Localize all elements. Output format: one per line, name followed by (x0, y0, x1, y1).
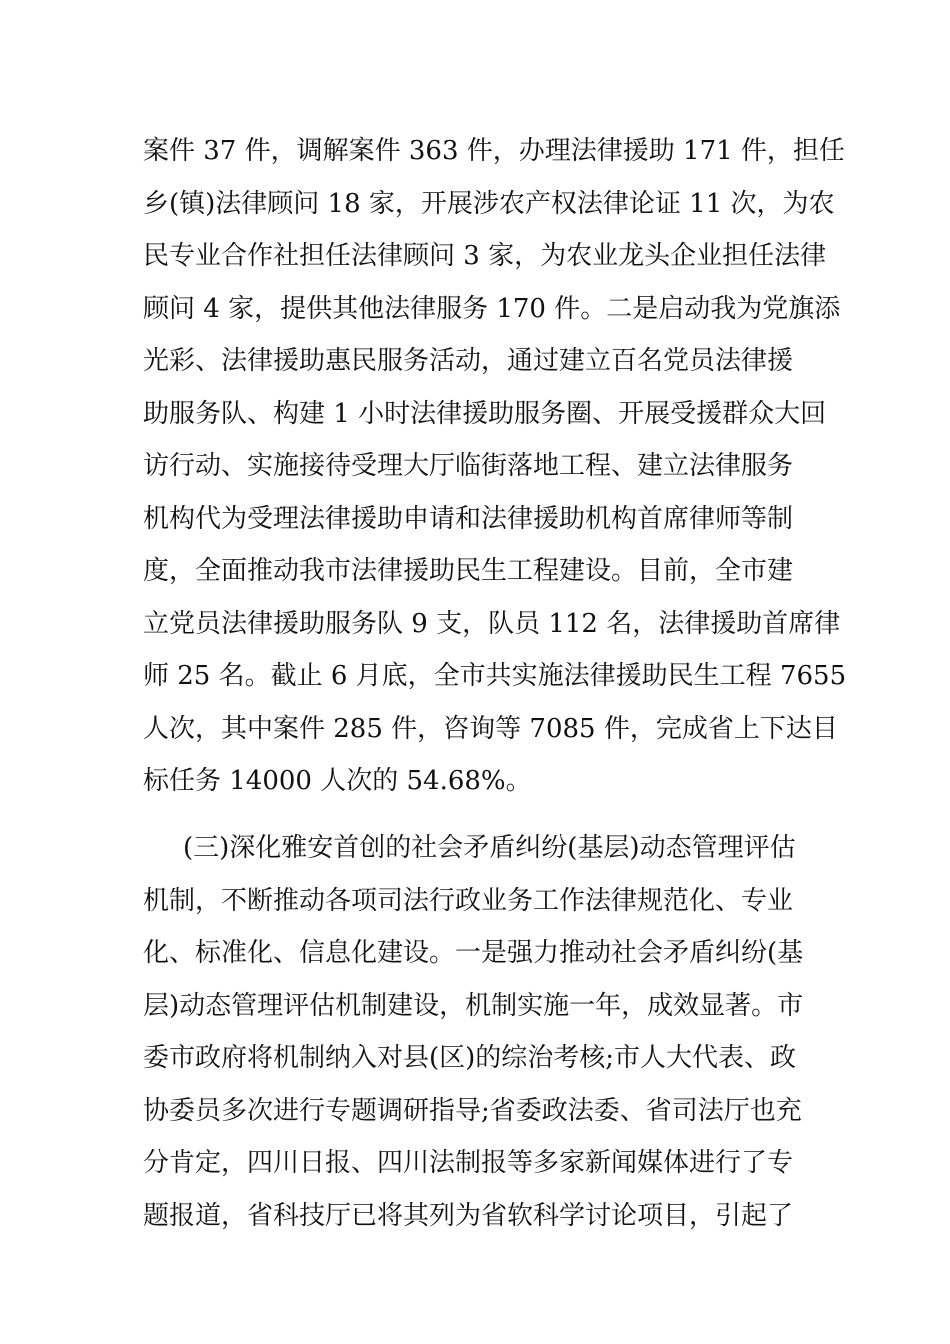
paragraph-legal-aid (143, 125, 847, 808)
paragraph-dispute-mechanism (143, 822, 823, 1242)
text-line: 助服务队、构建 1 小时法律援助服务圈、开展受援群众大回 (143, 398, 827, 429)
text-line: 层)动态管理评估机制建设，机制实施一年，成效显著。市 (143, 990, 804, 1021)
text-line: 标任务 14000 人次的 54.68%。 (143, 766, 532, 796)
text-line: 师 25 名。截止 6 月底，全市共实施法律援助民生工程 7655 (143, 661, 847, 691)
text-line: 委市政府将机制纳入对县(区)的综治考核;市人大代表、政 (143, 1043, 797, 1073)
text-line: 机制，不断推动各项司法行政业务工作法律规范化、专业 (143, 885, 794, 916)
text-line: 案件 37 件，调解案件 363 件，办理法律援助 171 件，担任 (143, 136, 845, 166)
text-line: 民专业合作社担任法律顾问 3 家，为农业龙头企业担任法律 (143, 241, 827, 271)
text-line: 题报道，省科技厅已将其列为省软科学讨论项目，引起了 (143, 1200, 794, 1231)
text-line: 光彩、法律援助惠民服务活动，通过建立百名党员法律援 (143, 346, 794, 376)
text-line: 分肯定，四川日报、四川法制报等多家新闻媒体进行了专 (143, 1148, 794, 1178)
text-line: 乡(镇)法律顾问 18 家，开展涉农产权法律论证 11 次，为农 (143, 188, 835, 219)
text-line: 立党员法律援助服务队 9 支，队员 112 名，法律援助首席律 (143, 608, 841, 639)
text-line: (三)深化雅安首创的社会矛盾纠纷(基层)动态管理评估 (183, 833, 796, 863)
text-line: 机构代为受理法律援助申请和法律援助机构首席律师等制 (143, 503, 794, 534)
text-line: 协委员多次进行专题调研指导;省委政法委、省司法厅也充 (143, 1095, 802, 1126)
text-line: 度，全面推动我市法律援助民生工程建设。目前，全市建 (143, 556, 794, 586)
text-line: 顾问 4 家，提供其他法律服务 170 件。二是启动我为党旗添 (143, 293, 841, 324)
text-line: 访行动、实施接待受理大厅临街落地工程、建立法律服务 (143, 451, 794, 481)
text-line: 人次，其中案件 285 件，咨询等 7085 件，完成省上下达目 (143, 713, 838, 744)
text-line: 化、标准化、信息化建设。一是强力推动社会矛盾纠纷(基 (143, 938, 804, 968)
